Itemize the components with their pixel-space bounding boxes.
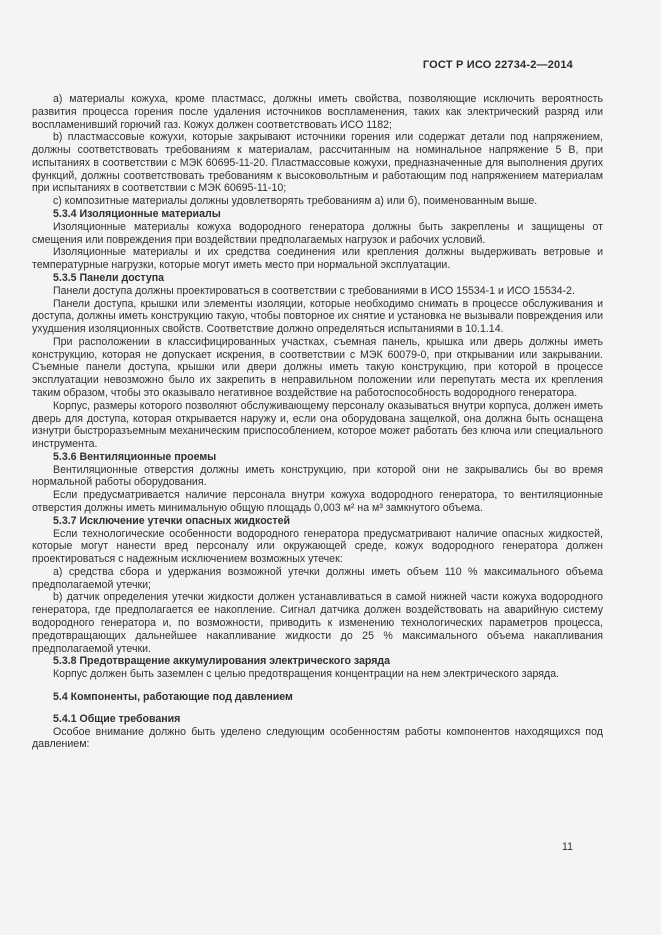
paragraph: Изоляционные материалы кожуха водородного генератора должны быть закреплены и защищены от смещения или повреждения при воздействии предполагаемых нагрузок и рабочих условий. [32,220,603,246]
paragraph: Вентиляционные отверстия должны иметь конструкцию, при которой они не закрывались бы во время нормальной работы оборудования. [32,463,603,489]
paragraph: а) материалы кожуха, кроме пластмасс, должны иметь свойства, позволяющие исключить вероятность развития процесса горения после удаления источников воспламенения, таких как электрический разряд или воспламенивший горючий газ. Кожух должен соответствовать ИСО 1182; [32,93,603,131]
paragraph: Если технологические особенности водородного генератора предусматривают наличие опасных жидкостей, которые могут нанести вред персоналу или окружающей среде, кожух водородного генератора должен проектироваться с надежным исключением возможных утечек: [32,527,603,566]
section-heading: 5.3.7 Исключение утечки опасных жидкостей [53,514,291,527]
paragraph: При расположении в классифицированных участках, съемная панель, крышка или дверь должны иметь конструкцию, которая не допускает искрения, в соответствии с МЭК 60079-0, при открывании или закрывании. Съемные панели доступа, крышки или двери должны иметь такую конструкцию, при которой в процессе эксплуатации невозможно было их закрепить в неправильном положении или перепутать места их крепления таким образом, чтобы это оказывало негативное воздействие на работоспособность водородного генератора. [32,335,603,399]
document-body [32,93,603,751]
paragraph: Если предусматривается наличие персонала внутри кожуха водородного генератора, то вентиляционные отверстия должны иметь минимальную общую площадь 0,003 м² на м³ замкнутого объема. [32,489,603,514]
paragraph: а) средства сбора и удержания возможной утечки должны иметь объем 110 % максимального объема предполагаемой утечки; [32,565,603,591]
paragraph: b) датчик определения утечки жидкости должен устанавливаться в самой нижней части кожуха водородного генератора, где предполагается ее накопление. Сигнал датчика должен воздействовать на аварийную систему водородного генератора и, по возможности, приводить к изменению технологических параметров процесса, предотвращающих дальнейшее накапливание жидкости до 25 % максимального объема накапливания предполагаемой утечки. [32,591,603,655]
paragraph: Панели доступа, крышки или элементы изоляции, которые необходимо снимать в процессе обслуживания и доступа, должны иметь конструкцию такую, чтобы повторное их снятие и установка не вызывали повреждения или ухудшения изоляционных свойств. Соответствие должно определяться испытаниями в 10.1.14. [32,297,603,336]
section-heading: 5.3.6 Вентиляционные проемы [53,450,217,463]
section-heading: 5.3.4 Изоляционные материалы [53,208,221,221]
paragraph: Корпус должен быть заземлен с целью предотвращения концентрации на нем электрического заряда. [53,668,560,681]
section-heading: 5.4 Компоненты, работающие под давлением [53,690,293,703]
paragraph: Панели доступа должны проектироваться в соответствии с требованиями в ИСО 15534-1 и ИСО 15534-2. [53,284,575,297]
section-heading: 5.3.8 Предотвращение аккумулирования электрического заряда [53,655,391,668]
standard-designation: ГОСТ Р ИСО 22734-2—2014 [422,59,573,71]
paragraph: Изоляционные материалы и их средства соединения или крепления должны выдерживать ветровые и температурные нагрузки, которые могут иметь место при нормальной эксплуатации. [32,246,603,272]
page-number: 11 [562,841,573,853]
section-heading: 5.3.5 Панели доступа [53,271,165,284]
paragraph: Особое внимание должно быть уделено следующим особенностям работы компонентов находящихся под давлением: [32,725,603,751]
paragraph: b) пластмассовые кожухи, которые закрывают источники горения или содержат детали под напряжением, должны соответствовать требованиям к материалам, рассчитанным на номинальное напряжение 5 В, при испытаниях в соответствии с МЭК 60695-11-20. Пластмассовые кожухи, предназначенные для выполнения других функций, должны соответствовать требованиям к высоковольтным и работающим под напряжением материалам при испытаниях в соответствии с МЭК 60695-11-10; [32,131,603,195]
section-heading: 5.4.1 Общие требования [53,712,181,725]
paragraph: с) композитные материалы должны удовлетворять требованиям а) или б), поименованным выше. [53,195,538,208]
paragraph: Корпус, размеры которого позволяют обслуживающему персоналу оказываться внутри корпуса, должен иметь дверь для доступа, которая открывается наружу и, если она оборудована защелкой, она должна быть оснащена изнутри быстроразъемным механическим приспособлением, которое может работать без ключа или специального инструмента. [32,399,603,451]
